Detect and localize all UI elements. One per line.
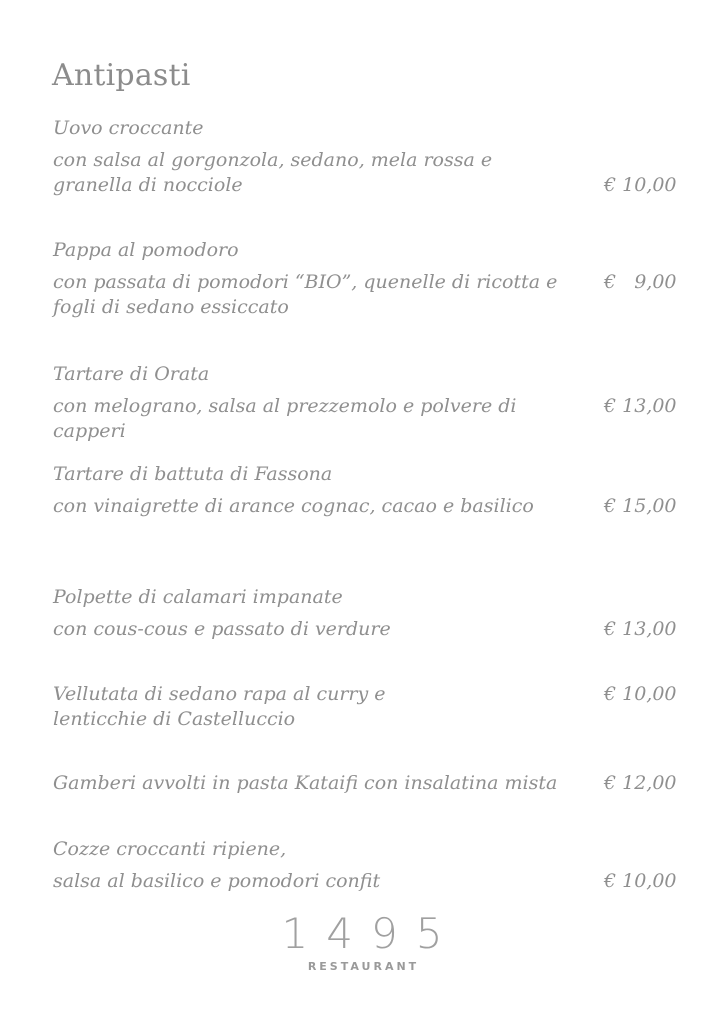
dish-name: Pappa al pomodoro <box>53 239 239 261</box>
dish-description: con melograno, salsa al prezzemolo e polvere di capperi <box>53 395 517 442</box>
logo-subtitle: RESTAURANT <box>307 960 420 973</box>
section-title: Antipasti <box>52 58 191 93</box>
dish-price: € 15,00 <box>604 495 677 517</box>
dish-name: Polpette di calamari impanate <box>53 586 343 608</box>
dish-description: con salsa al gorgonzola, sedano, mela rossa e granella di nocciole <box>53 149 493 196</box>
dish-name: Tartare di battuta di Fassona <box>53 463 333 485</box>
dish-price: € 10,00 <box>604 174 677 196</box>
dish-price: € 13,00 <box>604 618 677 640</box>
dish-name: Gamberi avvolti in pasta Kataifi con insalatina mista <box>53 772 558 794</box>
dish-description: con vinaigrette di arance cognac, cacao e basilico <box>53 495 534 517</box>
logo-number: 1495 <box>281 909 461 958</box>
restaurant-logo <box>0 909 724 973</box>
dish-price: € 10,00 <box>604 683 677 705</box>
dish-name: Cozze croccanti ripiene, <box>53 838 287 860</box>
dish-description: con cous-cous e passato di verdure <box>53 618 391 640</box>
dish-description: salsa al basilico e pomodori confit <box>53 870 381 892</box>
dish-name: Uovo croccante <box>53 117 204 139</box>
dish-price: € 9,00 <box>604 271 677 293</box>
dish-price: € 10,00 <box>604 870 677 892</box>
dish-name: Tartare di Orata <box>53 363 210 385</box>
dish-price: € 12,00 <box>604 772 677 794</box>
dish-name: Vellutata di sedano rapa al curry e lenticchie di Castelluccio <box>53 683 386 730</box>
dish-description: con passata di pomodori “BIO”, quenelle di ricotta e fogli di sedano essiccato <box>53 271 558 318</box>
dish-price: € 13,00 <box>604 395 677 417</box>
